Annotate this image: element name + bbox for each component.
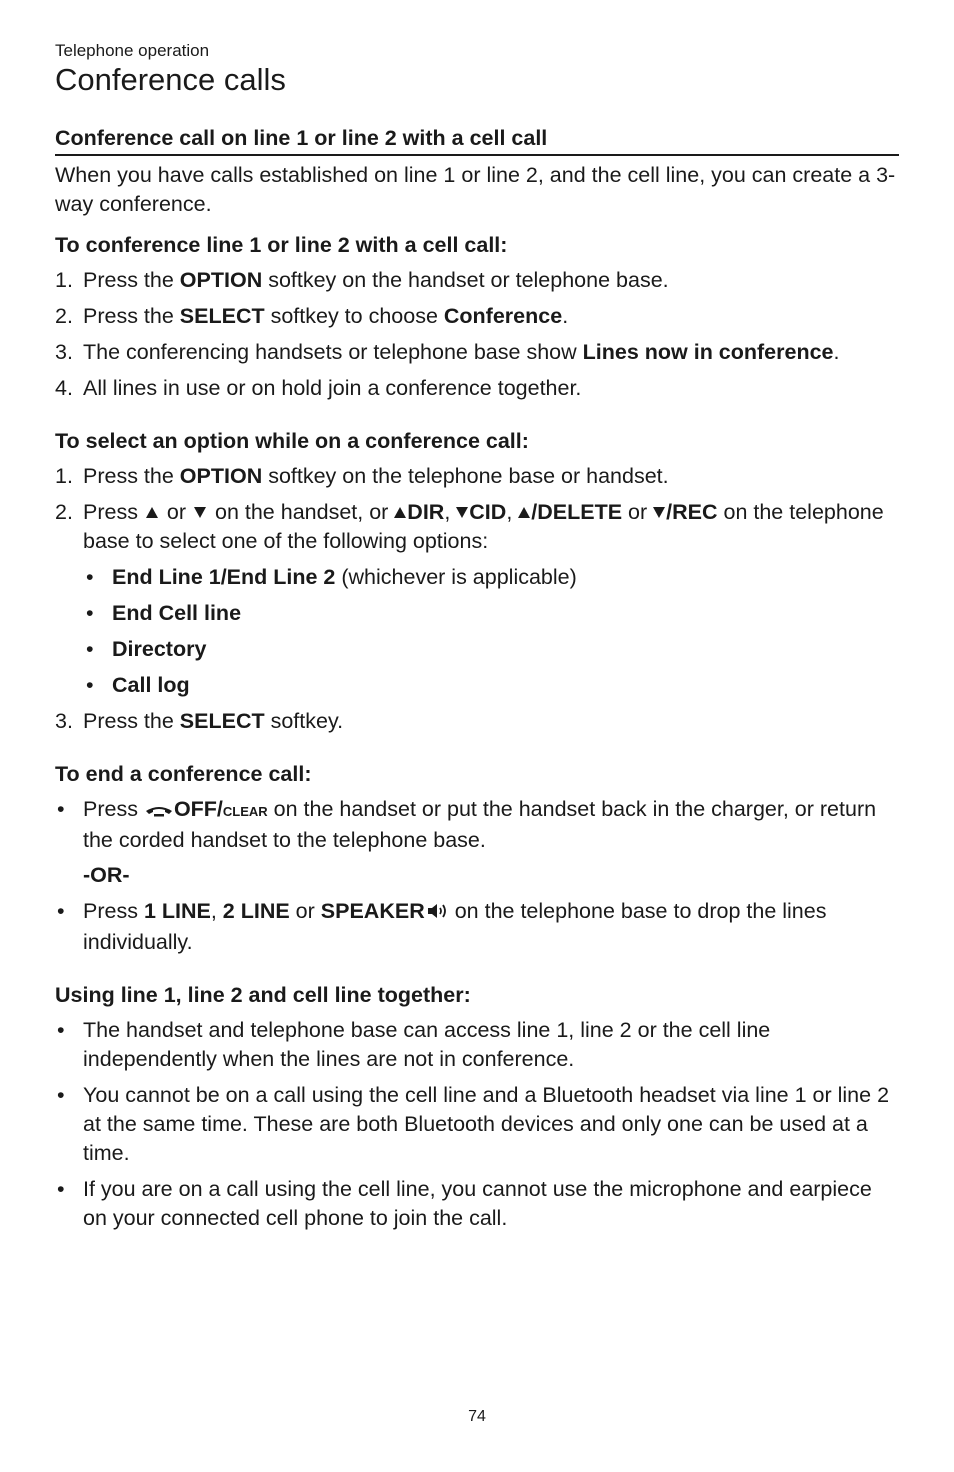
step-text: Press the (83, 464, 180, 488)
step (55, 462, 899, 491)
list-item (55, 1016, 899, 1074)
key-label: OPTION (179, 268, 263, 292)
step (55, 266, 899, 295)
item-text: The handset and telephone base can access line 1, line 2 or the cell line independently when the lines are not in conference. (83, 1018, 771, 1071)
up-arrow-icon (146, 507, 158, 518)
bullet: • (86, 601, 94, 625)
step-number: 2. (55, 500, 73, 524)
step-text: Press the (83, 304, 180, 328)
step (55, 374, 899, 403)
key-label: SELECT (179, 304, 265, 328)
key-label-delete: /DELETE (531, 500, 623, 524)
option-label: End Line 1/End Line 2 (112, 565, 336, 589)
option-label: Directory (112, 637, 207, 661)
key-label: SELECT (179, 709, 265, 733)
off-hook-phone-icon (144, 797, 174, 826)
or-separator: -OR- (83, 863, 130, 887)
intro-paragraph: When you have calls established on line 1 or line 2, and the cell line, you can create a 3-way conference. (55, 163, 896, 216)
step (55, 338, 899, 367)
bullet: • (57, 899, 65, 923)
down-arrow-icon (653, 507, 665, 518)
menu-label: Conference (443, 304, 563, 328)
step-text: softkey to choose (264, 304, 444, 328)
option-item (83, 563, 899, 592)
step-number: 2. (55, 304, 73, 328)
step-text: or (622, 500, 654, 524)
option-item (83, 599, 899, 628)
step-number: 4. (55, 376, 73, 400)
step-number: 3. (55, 709, 73, 733)
item-text: on the handset or put the handset back in the charger, or return the corded handset to the telephone base. (83, 797, 877, 852)
procedure-heading-end-conference: To end a conference call: (55, 762, 312, 786)
page-number: 74 (468, 1408, 486, 1425)
bullet: • (57, 1083, 65, 1107)
key-label-speaker: SPEAKER (320, 899, 425, 923)
step-text: , (506, 500, 519, 524)
key-label-dir: DIR (407, 500, 445, 524)
list-item (55, 795, 899, 890)
step-text: Press the (83, 709, 180, 733)
page-content (55, 124, 899, 1240)
step-number: 1. (55, 268, 73, 292)
screen-message: Lines now in conference (582, 340, 834, 364)
step (55, 707, 899, 736)
item-text: or (289, 899, 321, 923)
key-label: OPTION (179, 464, 263, 488)
list-item (55, 897, 899, 957)
key-label-clear: clear (222, 800, 268, 821)
item-text: on the telephone base to drop the lines individually. (83, 899, 827, 954)
procedure-heading-select-option: To select an option while on a conference call: (55, 429, 529, 453)
bullet: • (57, 1018, 65, 1042)
option-label: End Cell line (112, 601, 242, 625)
step-text: on the handset, or (209, 500, 395, 524)
list-item (55, 1175, 899, 1233)
up-arrow-icon (394, 507, 406, 518)
step-text: Press the (83, 268, 180, 292)
option-label: Call log (112, 673, 190, 697)
procedure-heading-using-lines: Using line 1, line 2 and cell line together: (55, 983, 471, 1007)
down-arrow-icon (194, 507, 206, 518)
item-text: , (210, 899, 223, 923)
step-text: All lines in use or on hold join a conference together. (83, 376, 582, 400)
item-text: Press (83, 797, 144, 821)
key-label-rec: /REC (666, 500, 718, 524)
subsection-title: Conference call on line 1 or line 2 with a cell call (55, 124, 899, 156)
option-item (83, 671, 899, 700)
key-label-line1: 1 LINE (143, 899, 211, 923)
procedure-steps-conference (55, 266, 899, 403)
key-label-off: OFF/ (173, 797, 223, 821)
step-text: on the telephone base to select one of the following options: (83, 500, 884, 553)
key-label-line2: 2 LINE (222, 899, 290, 923)
procedure-steps-select-option (55, 462, 899, 736)
list-item (55, 1081, 899, 1168)
bullet: • (57, 797, 65, 821)
step-text: or (160, 500, 193, 524)
step-text: . (562, 304, 569, 328)
item-text: If you are on a call using the cell line, you cannot use the microphone and earpiece on your connected cell phone to join the call. (83, 1177, 872, 1230)
step-text: softkey. (264, 709, 344, 733)
page-title: Conference calls (55, 62, 286, 97)
item-text: You cannot be on a call using the cell line and a Bluetooth headset via line 1 or line 2 at the same time. These are both Bluetooth devices and only one can be used at a time. (83, 1083, 890, 1165)
using-lines-list (55, 1016, 899, 1233)
down-arrow-icon (456, 507, 468, 518)
step-text: softkey on the handset or telephone base. (262, 268, 669, 292)
step-number: 1. (55, 464, 73, 488)
step-text: Press (83, 500, 144, 524)
bullet: • (86, 565, 94, 589)
step-text: , (444, 500, 457, 524)
option-list (83, 563, 899, 700)
step (55, 498, 899, 700)
speaker-icon (425, 899, 449, 928)
item-text: Press (83, 899, 144, 923)
section-label: Telephone operation (55, 41, 210, 60)
bullet: • (86, 673, 94, 697)
procedure-heading-conference: To conference line 1 or line 2 with a cell call: (55, 233, 508, 257)
option-item (83, 635, 899, 664)
up-arrow-icon (518, 507, 530, 518)
key-label-cid: CID (469, 500, 507, 524)
step-text: The conferencing handsets or telephone base show (83, 340, 583, 364)
option-note: (whichever is applicable) (335, 565, 577, 589)
step-number: 3. (55, 340, 73, 364)
bullet: • (86, 637, 94, 661)
step (55, 302, 899, 331)
step-text: . (833, 340, 840, 364)
end-conference-list (55, 795, 899, 957)
step-text: softkey on the telephone base or handset. (262, 464, 669, 488)
bullet: • (57, 1177, 65, 1201)
